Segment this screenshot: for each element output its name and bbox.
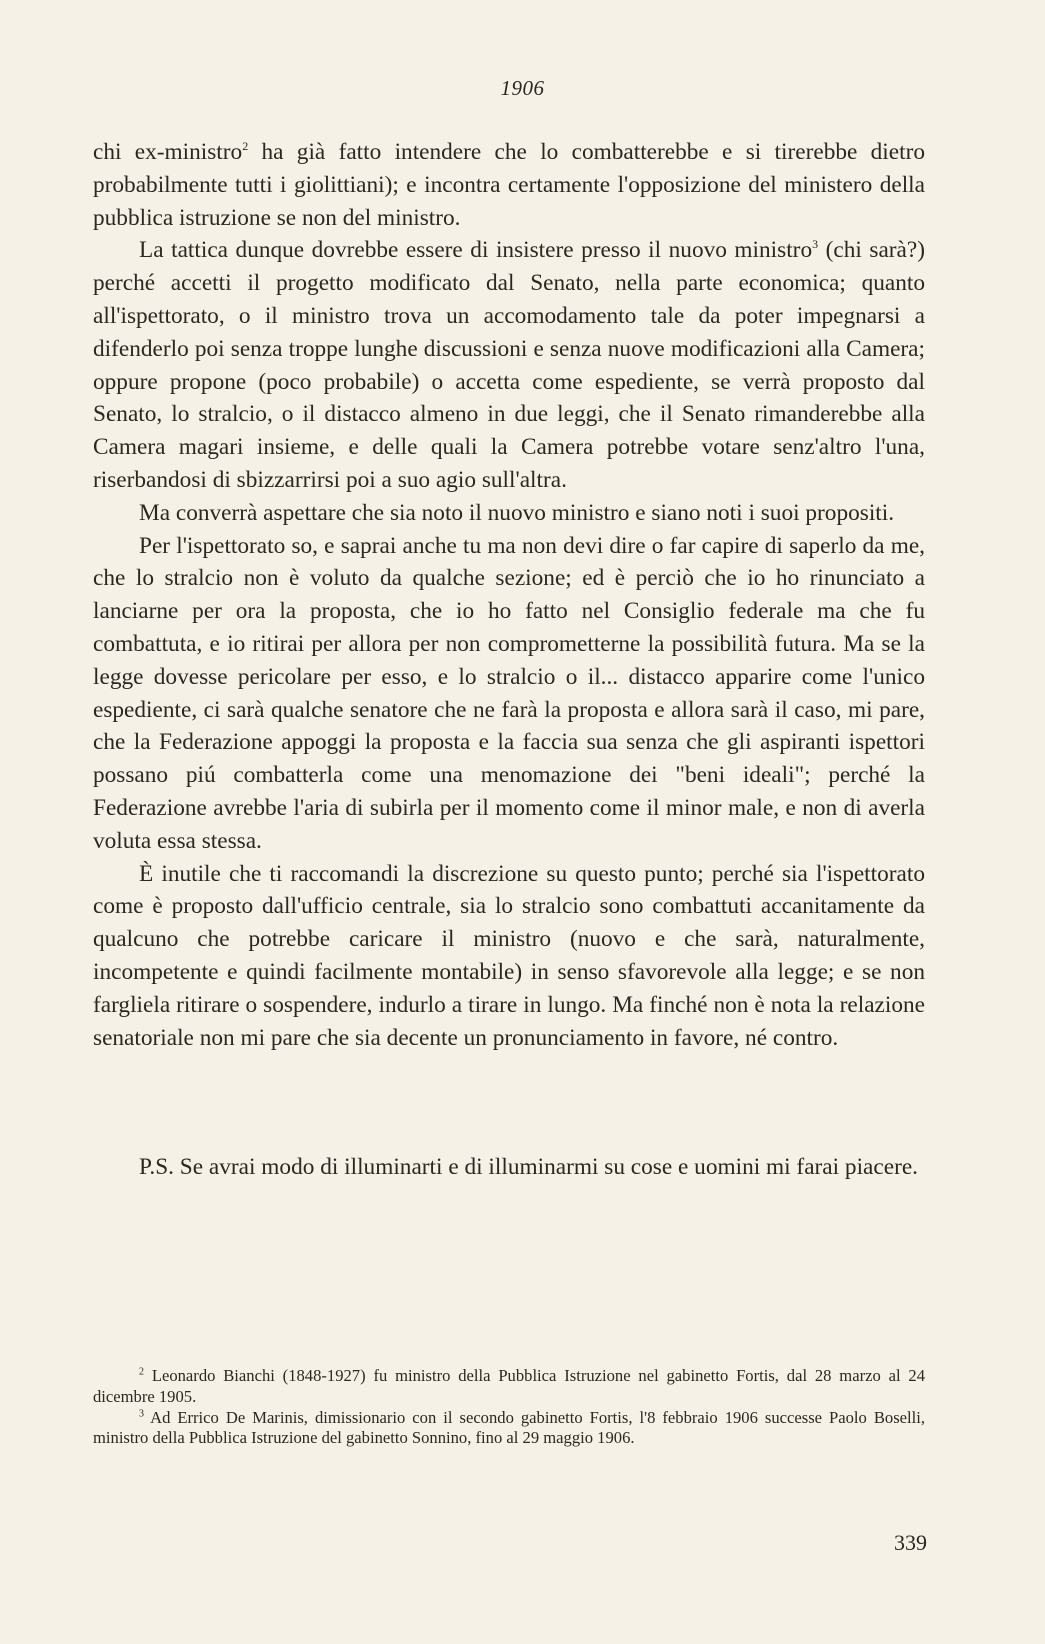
footnote-ref-2[interactable]: 2 — [242, 139, 249, 154]
footnotes — [93, 1366, 925, 1449]
paragraph-5: È inutile che ti raccomandi la discrezione su questo punto; perché sia l'ispettorato come è proposto dall'ufficio centrale, sia lo stralcio sono combattuti accanitamente da qualcuno che potrebbe caricare il ministro (nuovo e che sarà, naturalmente, incompetente e quindi facilmente montabile) in senso sfavorevole alla legge; e se non fargliela ritirare o sospendere, indurlo a tirare in lungo. Ma finché non è nota la relazione senatoriale non mi pare che sia decente un pronunciamento in favore, né contro. — [93, 860, 925, 1051]
paragraph-2-start: La tattica dunque dovrebbe essere di insistere presso il nuovo ministro — [139, 237, 813, 264]
paragraph-3: Ma converrà aspettare che sia noto il nuovo ministro e siano noti i suoi propositi. — [139, 499, 895, 526]
postscript-text: P.S. Se avrai modo di illuminarti e di illuminarmi su cose e uomini mi farai piacere. — [139, 1154, 918, 1180]
paragraph-1 — [93, 136, 925, 234]
running-head-year: 1906 — [500, 76, 545, 100]
postscript — [93, 1151, 925, 1184]
paragraph-2-rest: (chi sarà?) perché accetti il progetto modificato dal Senato, nella parte economica; quanto all'ispettorato, o il ministro trova un accomodamento tale da poter impegnarsi a difenderlo poi senza troppe lunghe discussioni e senza nuove modificazioni alla Camera; oppure propone (poco probabile) o accetta come espediente, se verrà proposto dal Senato, lo stralcio, o il distacco almeno in due leggi, che il Senato rimanderebbe alla Camera magari insieme, e delle quali la Camera potrebbe votare senz'altro l'una, riserbandosi di sbizzarrirsi poi a suo agio sull'altra. — [93, 237, 925, 493]
letter-body — [93, 136, 925, 1054]
page-number: 339 — [894, 1530, 927, 1555]
paragraph-2 — [93, 234, 925, 496]
paragraph-1-start: chi ex-ministro — [93, 139, 243, 165]
footnote-3 — [93, 1408, 925, 1450]
paragraph-4: Per l'ispettorato so, e saprai anche tu ma non devi dire o far capire di saperlo da me, che lo stralcio non è voluto da qualche sezione; ed è perciò che io ho rinunciato a lanciarne per ora la proposta, che io ho fatto nel Consiglio federale ma che fu combattuta, e io ritirai per allora per non comprometterne la possibilità futura. Ma se la legge dovesse pericolare per esso, e lo stralcio o il... distacco apparire come l'unico espediente, ci sarà qualche senatore che ne farà la proposta e allora sarà il caso, mi pare, che la Federazione appoggi la proposta e la faccia sua senza che gli aspiranti ispettori possano piú combatterla come una menomazione dei "beni ideali"; perché la Federazione avrebbe l'aria di subirla per il momento come il minor male, e non di averla voluta essa stessa. — [93, 532, 925, 854]
footnote-3-mark: 3 — [139, 1408, 144, 1420]
paragraph-1-rest: ha già fatto intendere che lo combatterebbe e si tirerebbe dietro probabilmente tutti i giolittiani); e incontra certamente l'opposizione del ministero della pubblica istruzione se non del ministro. — [93, 139, 925, 231]
footnote-ref-3[interactable]: 3 — [812, 237, 819, 252]
footnote-2 — [93, 1366, 925, 1408]
footnote-2-mark: 2 — [139, 1366, 144, 1378]
footnote-2-text: Leonardo Bianchi (1848-1927) fu ministro della Pubblica Istruzione nel gabinetto Fortis, dal 28 marzo al 24 dicembre 1905. — [93, 1366, 925, 1406]
footnote-3-text: Ad Errico De Marinis, dimissionario con il secondo gabinetto Fortis, l'8 febbraio 1906 successe Paolo Boselli, ministro della Pubblica Istruzione del gabinetto Sonnino, fino al 29 maggio 1906. — [93, 1407, 925, 1448]
